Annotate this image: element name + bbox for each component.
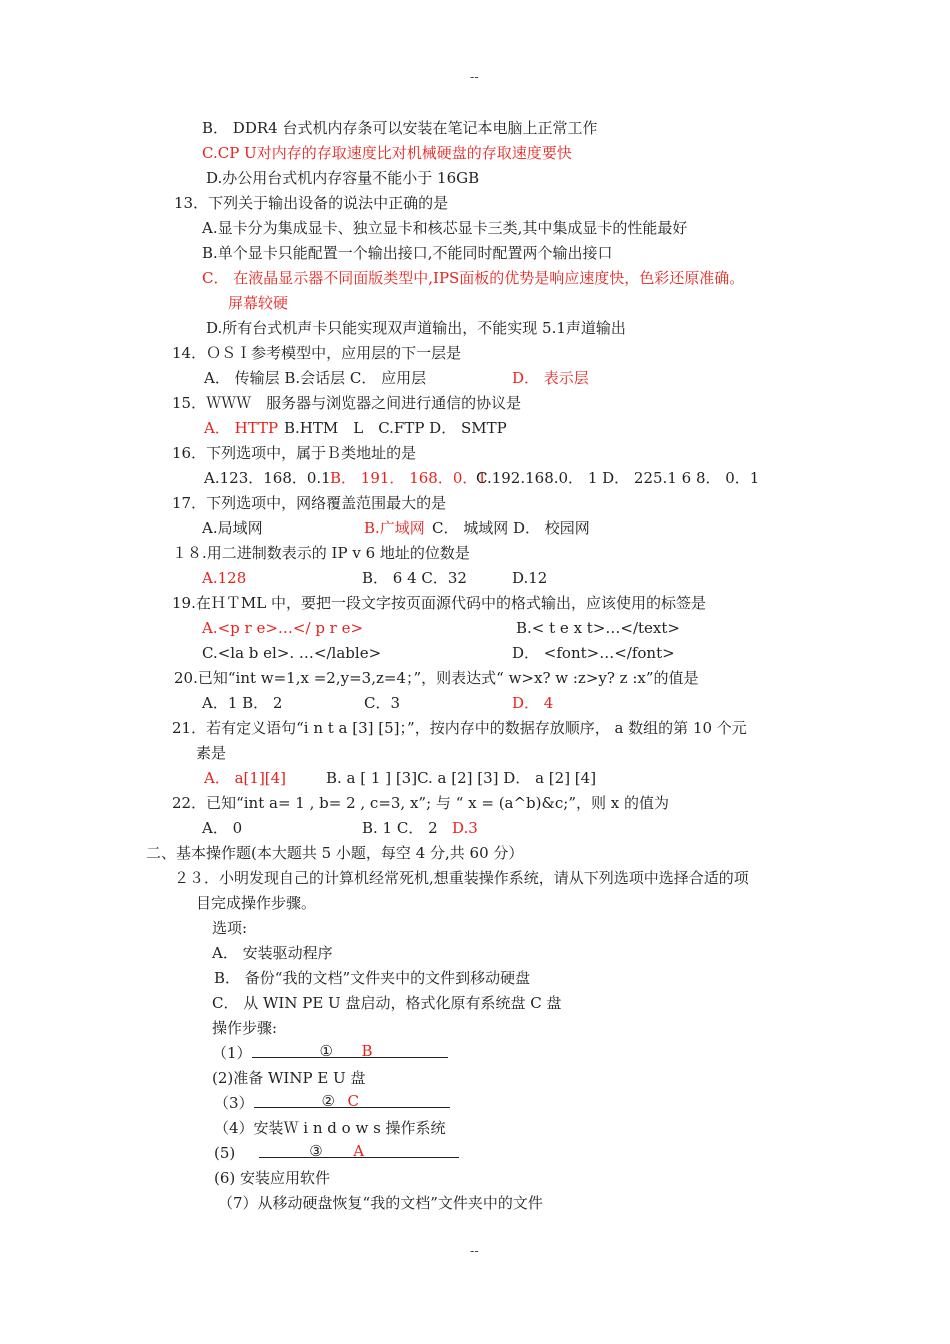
q21-stem-cont: 素是 [196,744,227,762]
blank-1-number: ① [319,1042,333,1060]
blank-2-answer: C [347,1092,360,1110]
q14-stem: 14．ＯＳＩ参考模型中，应用层的下一层是 [172,344,462,362]
blank-2-number: ② [321,1092,335,1110]
section-title: 二、基本操作题(本大题共 5 小题，每空 4 分,共 60 分） [146,844,524,862]
blank-3-number: ③ [309,1142,323,1160]
q22-options-bc: B. 1 C． 2 [362,819,438,837]
q23-step-5 [214,1143,459,1163]
header-mark: -- [470,70,479,85]
q15-options-rest: B.HTM L C.FTP D． SMTP [284,419,507,437]
q23-step-1 [212,1043,448,1063]
q20-option-c: C．3 [364,694,401,712]
q18-stem: １８.用二进制数表示的 IP v 6 地址的位数是 [172,544,470,562]
q23-step-2: (2)准备 WINP E U 盘 [212,1069,366,1087]
answer-blank-2[interactable] [254,1093,450,1108]
q23-stem: ２３．小明发现自己的计算机经常死机,想重装操作系统，请从下列选项中选择合适的项 [174,869,749,887]
q23-steps-label: 操作步骤: [212,1019,278,1037]
q13-option-c: C． 在液晶显示器不同面版类型中,IPS面板的优势是响应速度快，色彩还原准确。 [202,269,745,287]
q16-option-b: B． 191． 168．0．1 [330,469,487,487]
q19-option-c: C.<la b el>. …</lable> [202,644,382,662]
answer-blank-1[interactable] [252,1043,448,1058]
step-3-prefix: （3） [214,1094,254,1112]
q21-stem: 21．若有定义语句“i n t a [3] [5]；”，按内存中的数据存放顺序， a 数组的第 10 个元 [172,719,747,737]
blank-3-answer: A [353,1142,365,1160]
footer-mark: -- [470,1244,479,1259]
q17-option-a: A.局域网 [202,519,263,537]
step-1-prefix: （1） [212,1044,252,1062]
q13-option-d: D.所有台式机声卡只能实现双声道输出，不能实现 5.1声道输出 [206,319,626,337]
q23-step-6: (6) 安装应用软件 [214,1169,331,1187]
q23-step-4: （4）安装Ｗ i n d o w s 操作系统 [214,1119,446,1137]
q15-stem: 15．ＷＷＷ 服务器与浏览器之间进行通信的协议是 [172,394,522,412]
step-5-prefix: (5) [214,1144,236,1162]
q21-options-rest: B. a [ 1 ] [3]C. a [2] [3] D． a [2] [4] [326,769,597,787]
q19-option-a: A.<p r e>…</ p r e> [202,619,364,637]
q17-option-b: B.广域网 [364,519,425,537]
q18-options-bc: B． 6 4 C．32 [362,569,467,587]
q23-option-c: C． 从 WIN PE U 盘启动，格式化原有系统盘 C 盘 [212,994,562,1012]
q16-option-a: A.123．168．0.1 [204,469,331,487]
q12-option-d: D.办公用台式机内存容量不能小于 16GB [206,169,480,187]
q16-options-rest: C.192.168.0． 1 D． 225.1 6 8． 0．1 [476,469,760,487]
blank-1-answer: B [361,1042,373,1060]
q22-stem: 22．已知“int a= 1 , b= 2 , c=3, x”; 与 “ x = (a^b)&c;”，则 x 的值为 [172,794,669,812]
q18-option-d: D.12 [512,569,548,587]
answer-blank-3[interactable] [259,1143,459,1158]
q14-options-abc: A． 传输层 B.会话层 C． 应用层 [204,369,427,387]
q23-step-3 [214,1093,450,1113]
q19-option-b: B.< t e x t>…</text> [516,619,680,637]
q20-option-d: D． 4 [512,694,554,712]
q13-option-b: B.单个显卡只能配置一个输出接口,不能同时配置两个输出接口 [202,244,613,262]
q23-options-label: 选项: [212,919,248,937]
q20-options-ab: A．1 B． 2 [202,694,283,712]
q13-option-a: A.显卡分为集成显卡、独立显卡和核芯显卡三类,其中集成显卡的性能最好 [202,219,688,237]
q18-option-a: A.128 [202,569,247,587]
q23-option-a: A． 安装驱动程序 [212,944,333,962]
q21-option-a: A． a[1][4] [204,769,287,787]
q19-option-d: D． <font>…</font> [512,644,675,662]
q16-stem: 16．下列选项中，属于Ｂ类地址的是 [172,444,417,462]
q15-option-a: A． HTTP [204,419,279,437]
q12-option-b: B． DDR4 台式机内存条可以安装在笔记本电脑上正常工作 [202,119,598,137]
q23-stem-cont: 目完成操作步骤。 [196,894,317,912]
q20-stem: 20.已知“int w=1,x =2,y=3,z=4；”，则表达式“ w>x? w :z>y? z :x”的值是 [174,669,699,687]
q17-options-rest: C． 城域网 D． 校园网 [432,519,590,537]
q19-stem: 19.在ＨＴML 中，要把一段文字按页面源代码中的格式输出，应该使用的标签是 [172,594,706,612]
q22-option-a: A． 0 [202,819,243,837]
q14-option-d: D． 表示层 [512,369,589,387]
q17-stem: 17．下列选项中，网络覆盖范围最大的是 [172,494,447,512]
q22-option-d: D.3 [452,819,478,837]
q23-option-b: B． 备份“我的文档”文件夹中的文件到移动硬盘 [214,969,531,987]
q12-option-c: C.CP U对内存的存取速度比对机械硬盘的存取速度要快 [202,144,572,162]
q23-step-7: （7）从移动硬盘恢复“我的文档”文件夹中的文件 [218,1194,543,1212]
q13-option-c-cont: 屏幕较硬 [228,294,289,312]
q13-stem: 13．下列关于输出设备的说法中正确的是 [174,194,449,212]
